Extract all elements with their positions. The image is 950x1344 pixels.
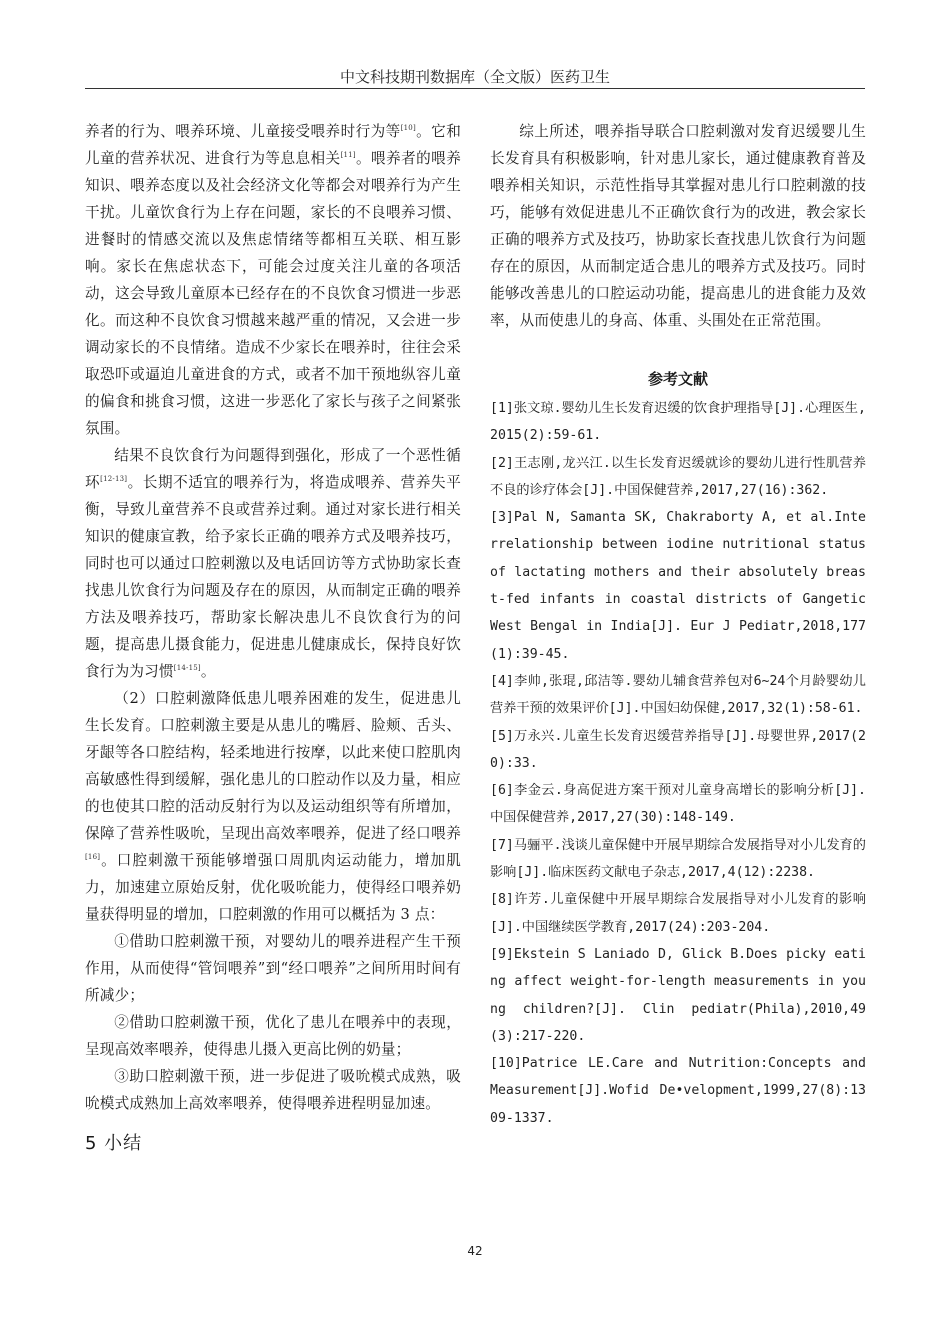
list-paragraph: ①借助口腔刺激干预，对婴幼儿的喂养进程产生干预作用，从而使得“管饲喂养”到“经口喂养”之间所用时间有所减少； (85, 933, 461, 1004)
paragraph-text: 。口腔刺激干预能够增强口周肌肉运动能力，增加肌力，加速建立原始反射，优化吸吮能力，使得经口喂养奶量获得明显的增加，口腔刺激的作用可以概括为 3 点： (85, 852, 461, 923)
reference-item: [4]李帅,张琨,邱洁等.婴幼儿辅食营养包对6~24个月龄婴幼儿营养干预的效果评价[J].中国妇幼保健,2017,32(1):58-61. (490, 673, 866, 717)
reference-item: [8]许芳.儿童保健中开展早期综合发展指导对小儿发育的影响[J].中国继续医学教育,2017(24):203-204. (490, 892, 866, 935)
paragraph-text: 。长期不适宜的喂养行为，将造成喂养、营养失平衡，导致儿童营养不良或营养过剩。通过对家长进行相关知识的健康宣教，给予家长正确的喂养方式及喂养技巧，同时也可以通过口腔刺激以及电话回访等方式协助家长查找患儿饮食行为问题及存在的原因，从而制定正确的喂养方法及喂养技巧，帮助家长解决患儿不良饮食行为的问题，提高患儿摄食能力，促进患儿健康成长，保持良好饮食行为为习惯 (85, 474, 461, 680)
journal-header: 中文科技期刊数据库（全文版）医药卫生 (339, 68, 610, 86)
reference-item: [10]Patrice LE.Care and Nutrition:Concepts and Measurement[J].Wofid De•velopment,1999,27(8):1309-1337. (490, 1056, 866, 1126)
body-paragraph (85, 442, 461, 685)
reference-item: [5]万永兴.儿童生长发育迟缓营养指导[J].母婴世界,2017(20):33. (490, 728, 866, 771)
citation-mark: [10] (400, 124, 416, 133)
page-number: 42 (467, 1244, 483, 1258)
reference-item: [3]Pal N, Samanta SK, Chakraborty A, et al.Interrelationship between iodine nutritional status of lactating mothers and their absolutely breast-fed infants in coastal districts of Gangetic West Bengal in India[J]. Eur J Pediatr,2018,177(1):39-45. (490, 510, 866, 662)
reference-item: [1]张文琼.婴幼儿生长发育迟缓的饮食护理指导[J].心理医生,2015(2):59-61. (490, 401, 866, 444)
citation-mark: [14-15] (173, 664, 201, 673)
references-title: 参考文献 (647, 370, 708, 388)
paragraph-text: （2）口腔刺激降低患儿喂养困难的发生，促进患儿生长发育。口腔刺激主要是从患儿的嘴唇、脸颊、舌头、牙龈等各口腔结构，轻柔地进行按摩，以此来使口腔肌肉高敏感性得到缓解，强化患儿的口腔动作以及力量，相应的也使其口腔的活动反射行为以及运动组织等有所增加，保障了营养性吸吮，呈现出高效率喂养，促进了经口喂养 (85, 690, 461, 842)
reference-item: [2]王志刚,龙兴江.以生长发育迟缓就诊的婴幼儿进行性肌营养不良的诊疗体会[J].中国保健营养,2017,27(16):362. (490, 455, 866, 498)
reference-item: [6]李金云.身高促进方案干预对儿童身高增长的影响分析[J].中国保健营养,2017,27(30):148-149. (490, 783, 866, 826)
list-paragraph: ②借助口腔刺激干预，优化了患儿在喂养中的表现，呈现高效率喂养，使得患儿摄入更高比例的奶量； (85, 1014, 461, 1058)
summary-paragraph: 综上所述，喂养指导联合口腔刺激对发育迟缓婴儿生长发育具有积极影响，针对患儿家长，通过健康教育普及喂养相关知识，示范性指导其掌握对患儿行口腔刺激的技巧，能够有效促进患儿不正确饮食行为的改进，教会家长正确的喂养方式及技巧，协助家长查找患儿饮食行为问题存在的原因，从而制定适合患儿的喂养方式及技巧。同时能够改善患儿的口腔运动功能，提高患儿的进食能力及效率，从而使患儿的身高、体重、头围处在正常范围。 (490, 123, 866, 329)
paragraph-text: 。 (200, 663, 216, 680)
citation-mark: [11] (340, 151, 356, 160)
reference-list (490, 395, 866, 1132)
citation-mark: [12-13] (100, 475, 128, 484)
paragraph-text: 。喂养者的喂养知识、喂养态度以及社会经济文化等都会对喂养行为产生干扰。儿童饮食行为上存在问题，家长的不良喂养习惯、进餐时的情感交流以及焦虑情绪等都相互关联、相互影响。家长在焦虑状态下，可能会过度关注儿童的各项活动，这会导致儿童原本已经存在的不良饮食习惯进一步恶化。而这种不良饮食习惯越来越严重的情况，又会进一步调动家长的不良情绪。造成不少家长在喂养时，往往会采取恐吓或逼迫儿童进食的方式，或者不加干预地纵容儿童的偏食和挑食习惯，这进一步恶化了家长与孩子之间紧张氛围。 (85, 150, 462, 437)
paragraph-text: 。它和儿童的营养状况、进食行为等息息相关 (85, 123, 461, 167)
reference-item: [7]马骊平.浅谈儿童保健中开展早期综合发展指导对小儿发育的影响[J].临床医药文献电子杂志,2017,4(12):2238. (490, 837, 866, 881)
paragraph-text: 结果不良饮食行为问题得到强化，形成了一个恶性循环 (85, 447, 461, 491)
section-heading: 5 小结 (85, 1133, 143, 1154)
reference-item: [9]Ekstein S Laniado D, Glick B.Does picky eating affect weight-for-length measurements in young children?[J]. Clin pediatr(Phila),2010,49(3):217-220. (490, 946, 866, 1044)
header-rule (85, 88, 865, 89)
citation-mark: [16] (85, 853, 101, 862)
list-paragraph: ③助口腔刺激干预，进一步促进了吸吮模式成熟，吸吮模式成熟加上高效率喂养，使得喂养进程明显加速。 (85, 1068, 461, 1112)
body-paragraph (85, 118, 461, 442)
right-column (490, 118, 866, 1132)
left-column (85, 118, 461, 1155)
paragraph-text: 养者的行为、喂养环境、儿童接受喂养时行为等 (85, 123, 401, 140)
body-paragraph (85, 685, 461, 928)
